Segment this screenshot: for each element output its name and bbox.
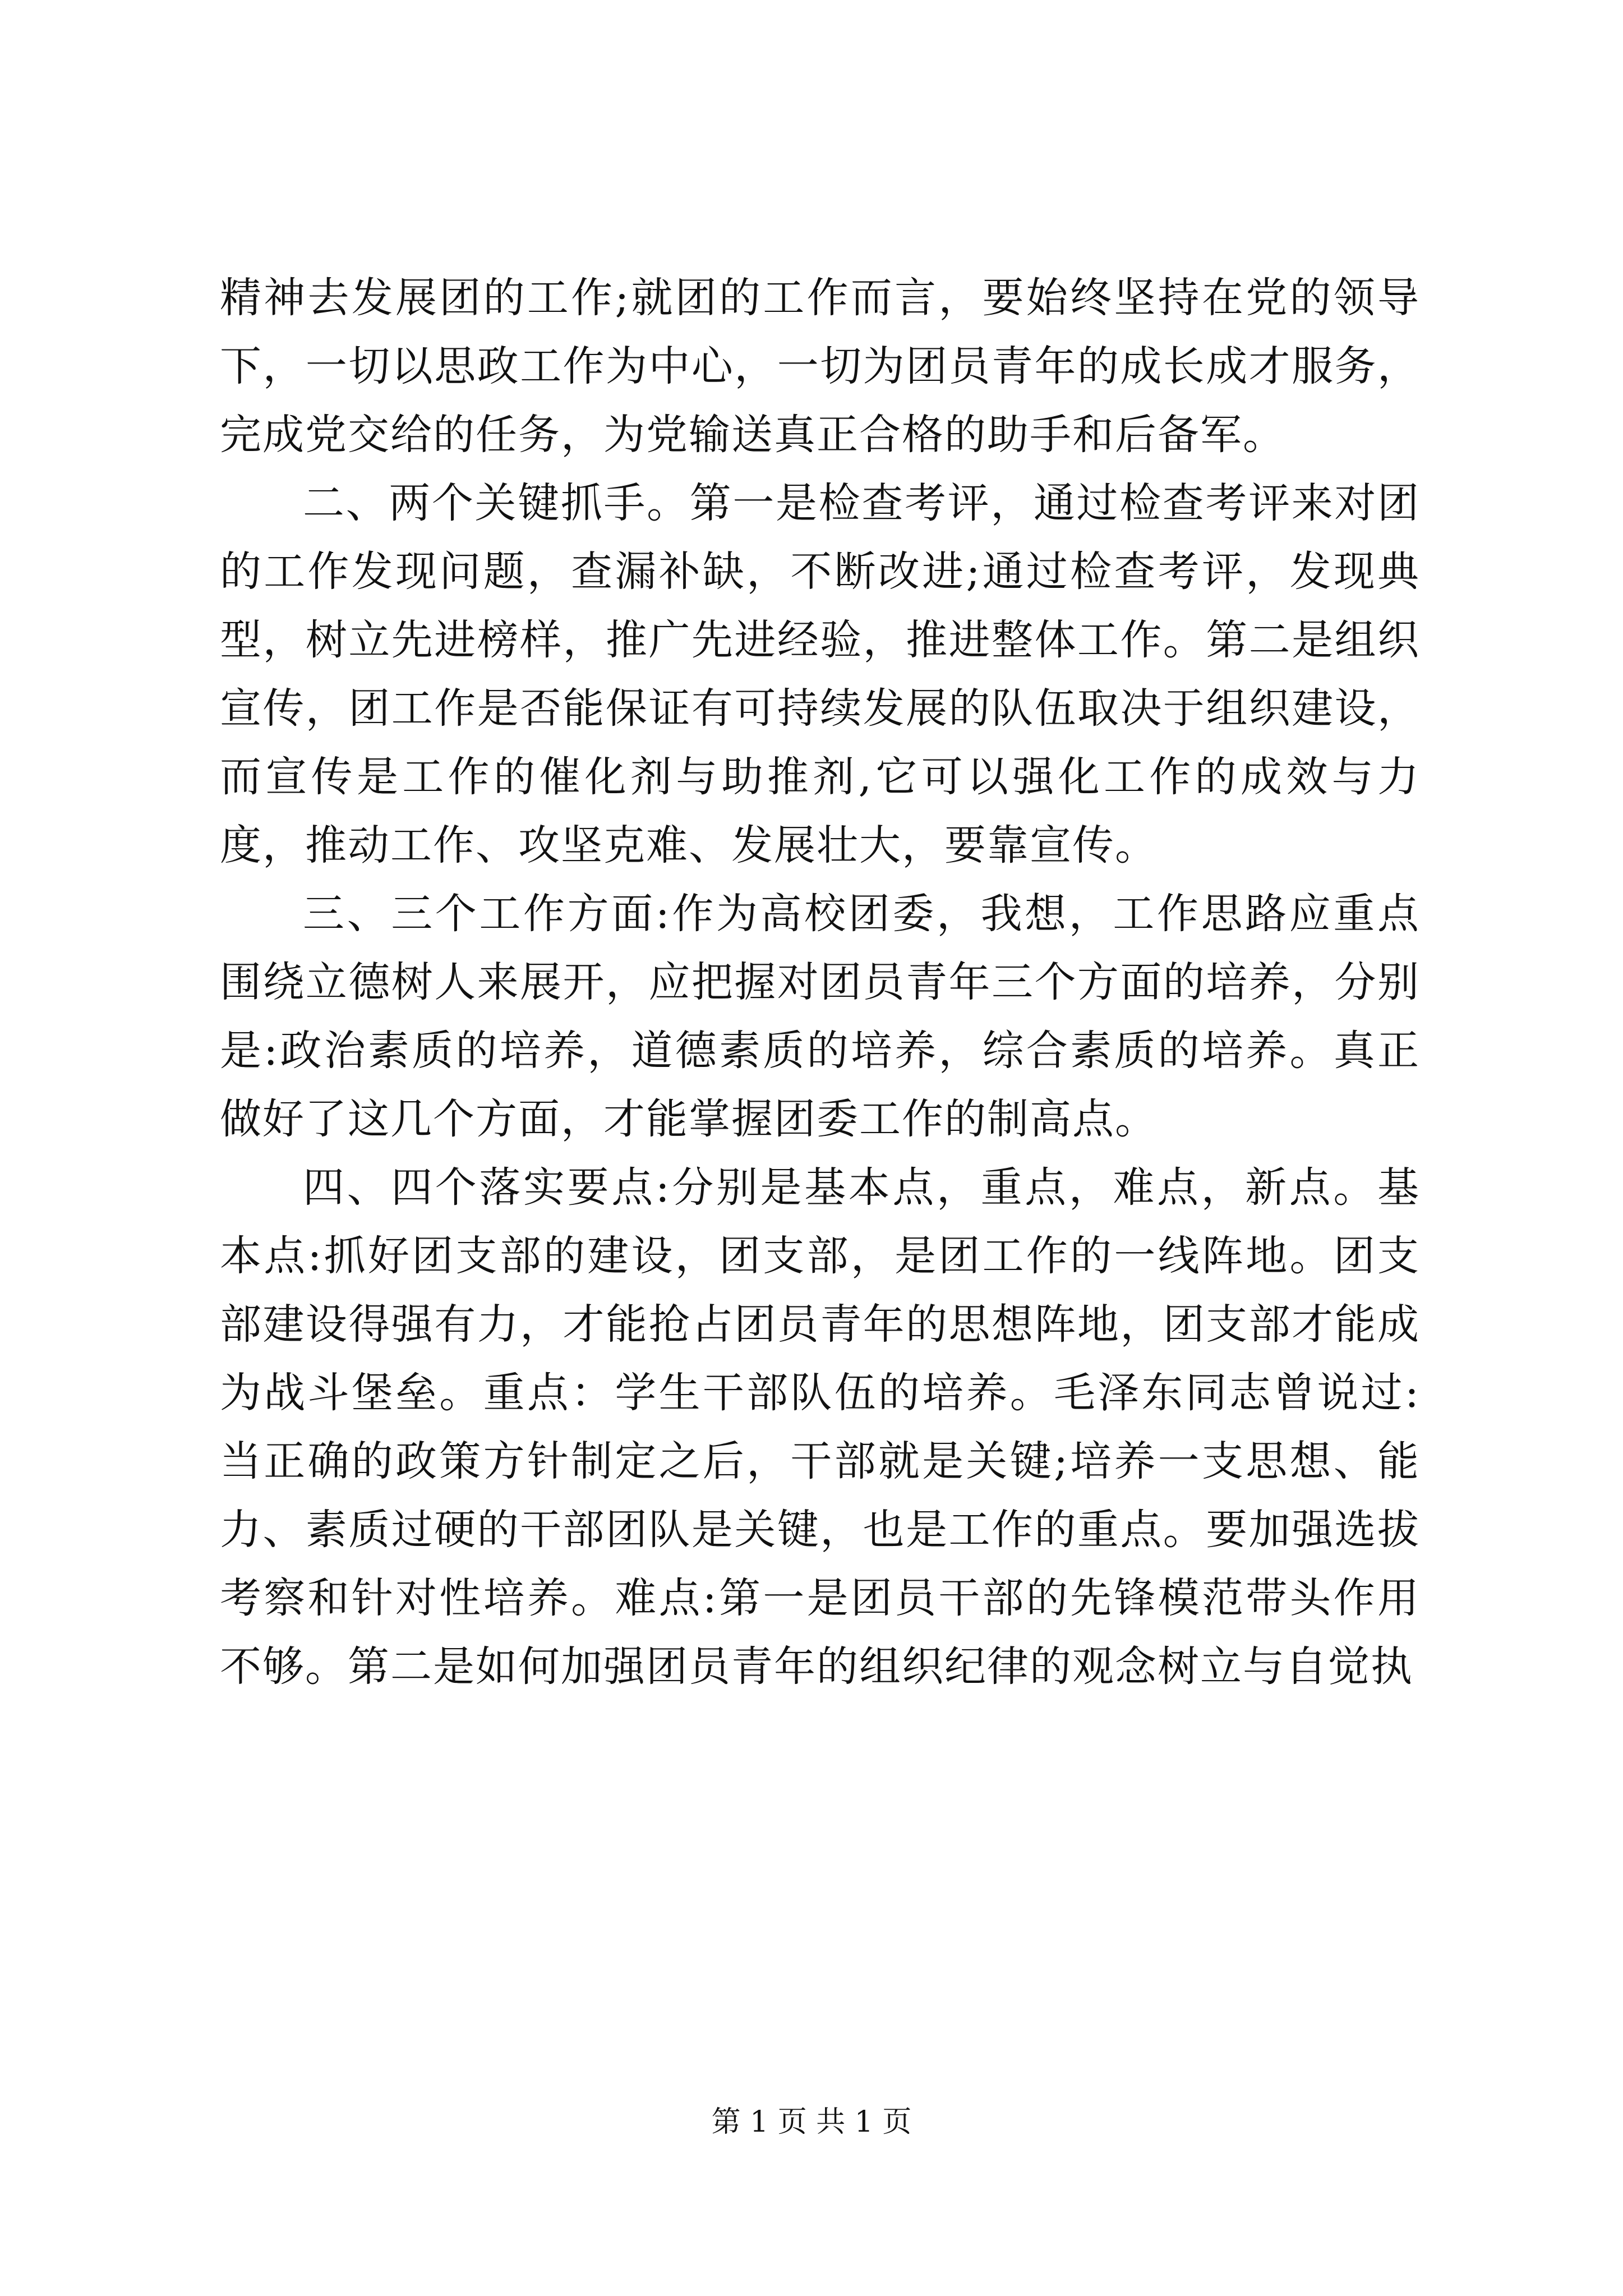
paragraph-4: 四、四个落实要点:分别是基本点，重点，难点，新点。基本点:抓好团支部的建设，团支部，是团工作的一线阵地。团支部建设得强有力，才能抢占团员青年的思想阵地，团支部才能成为战斗堡垒。重点：学生干部队伍的培养。毛泽东同志曾说过:当正确的政策方针制定之后，干部就是关键;培养一支思想、能力、素质过硬的干部团队是关键，也是工作的重点。要加强选拔考察和针对性培养。难点:第一是团员干部的先锋模范带头作用不够。第二是如何加强团员青年的组织纪律的观念树立与自觉执: [220, 1163, 1420, 1691]
paragraph-1: 精神去发展团的工作;就团的工作而言，要始终坚持在党的领导下，一切以思政工作为中心，一切为团员青年的成长成才服务，完成党交给的任务，为党输送真正合格的助手和后备军。: [220, 274, 1420, 459]
paragraph-2: 二、两个关键抓手。第一是检查考评，通过检查考评来对团的工作发现问题，查漏补缺，不断改进;通过检查考评，发现典型，树立先进榜样，推广先进经验，推进整体工作。第二是组织宣传，团工作是否能保证有可持续发展的队伍取决于组织建设，而宣传是工作的催化剂与助推剂,它可以强化工作的成效与力度，推动工作、攻坚克难、发展壮大，要靠宣传。: [220, 479, 1420, 869]
page-number-label: 第 1 页 共 1 页: [711, 2105, 912, 2139]
document-body: [220, 264, 1420, 1701]
page-footer: [0, 2102, 1623, 2142]
paragraph-3: 三、三个工作方面:作为高校团委，我想，工作思路应重点围绕立德树人来展开，应把握对团员青年三个方面的培养，分别是:政治素质的培养，道德素质的培养，综合素质的培养。真正做好了这几个方面，才能掌握团委工作的制高点。: [220, 890, 1420, 1143]
